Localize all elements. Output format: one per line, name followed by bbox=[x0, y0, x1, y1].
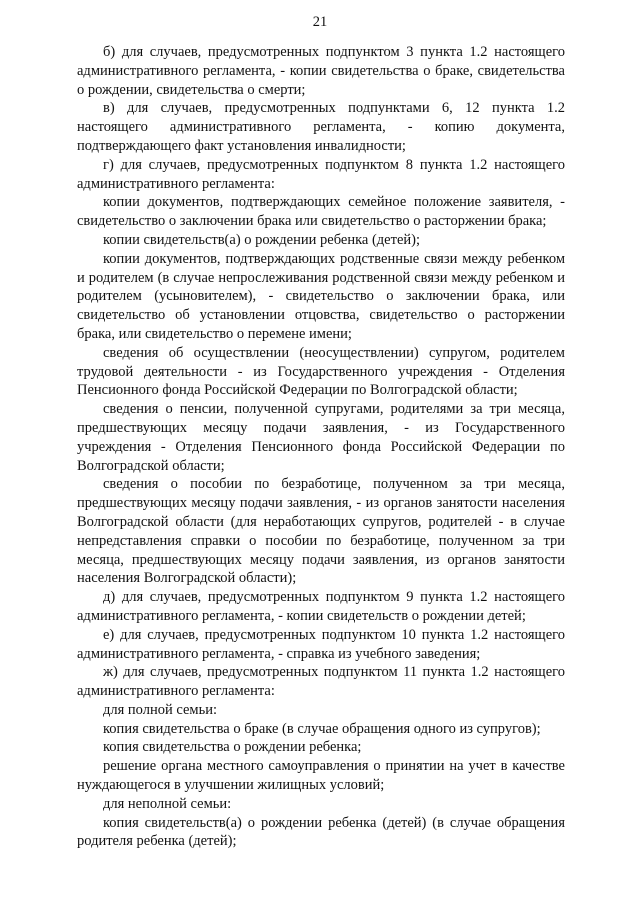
paragraph-marriage-certificate-copy: копия свидетельства о браке (в случае обращения одного из супругов); bbox=[103, 720, 541, 737]
document-body bbox=[77, 43, 565, 851]
paragraph-b-docs-subpoint-3: б) для случаев, предусмотренных подпунктом 3 пункта 1.2 настоящего административного регламента, - копии свидетельства о браке, свидетельства о рождении, свидетельства о смерти; bbox=[77, 44, 565, 98]
paragraph-e-subpoint-10: е) для случаев, предусмотренных подпунктом 10 пункта 1.2 настоящего административного регламента, - справка из учебного заведения; bbox=[77, 626, 565, 662]
paragraph-child-birth-certificate-copy: копия свидетельства о рождении ребенка; bbox=[103, 739, 362, 756]
paragraph-pension-info: сведения о пенсии, полученной супругами, родителями за три месяца, предшествующих месяцу подачи заявления, - из Государственного учреждения - Отделения Пенсионного фонда Российской Федерации по Волгоградской области; bbox=[77, 401, 565, 474]
page-number: 21 bbox=[312, 14, 328, 30]
paragraph-v-disability-docs: в) для случаев, предусмотренных подпунктами 6, 12 пункта 1.2 настоящего административного регламента, - копию документа, подтверждающего факт установления инвалидности; bbox=[77, 100, 565, 154]
paragraph-family-status-docs: копии документов, подтверждающих семейное положение заявителя, - свидетельство о заключении брака или свидетельство о расторжении брака; bbox=[77, 194, 565, 230]
paragraph-d-subpoint-9: д) для случаев, предусмотренных подпунктом 9 пункта 1.2 настоящего административного регламента, - копии свидетельств о рождении детей; bbox=[77, 589, 565, 624]
paragraph-full-family-heading: для полной семьи: bbox=[103, 701, 217, 718]
paragraph-employment-info: сведения об осуществлении (неосуществлении) супругом, родителем трудовой деятельности - из Государственного учреждения - Отделения Пенсионного фонда Российской Федерации по Волгоградской области; bbox=[77, 344, 565, 399]
paragraph-single-parent-family-heading: для неполной семьи: bbox=[103, 795, 232, 812]
paragraph-zh-subpoint-11-intro: ж) для случаев, предусмотренных подпунктом 11 пункта 1.2 настоящего административного регламента: bbox=[77, 664, 565, 700]
paragraph-kinship-docs: копии документов, подтверждающих родственные связи между ребенком и родителем (в случае непрослеживания родственной связи между ребенком и родителем (усыновителем), - свидетельство о заключении брака, или свидетельство об установлении отцовства, свидетельство о расторжении брака, или свидетельство о перемене имени; bbox=[77, 250, 565, 342]
paragraph-single-parent-birth-certificates: копия свидетельств(а) о рождении ребенка (детей) (в случае обращения родителя ребенка (детей); bbox=[77, 814, 565, 850]
paragraph-local-authority-decision: решение органа местного самоуправления о принятии на учет в качестве нуждающегося в улучшении жилищных условий; bbox=[77, 758, 565, 794]
paragraph-birth-certificates: копии свидетельств(а) о рождении ребенка (детей); bbox=[103, 231, 421, 248]
paragraph-g-subpoint-8-intro: г) для случаев, предусмотренных подпунктом 8 пункта 1.2 настоящего административного регламента: bbox=[77, 156, 565, 192]
paragraph-unemployment-benefit-info: сведения о пособии по безработице, полученном за три месяца, предшествующих месяцу подачи заявления, - из органов занятости населения Волгоградской области (для неработающих супругов, родителей - в случае непредставления справки о пособии по безработице, полученном за три месяца, предшествующих месяцу подачи заявления, из органов занятости населения Волгоградской области); bbox=[77, 476, 565, 587]
